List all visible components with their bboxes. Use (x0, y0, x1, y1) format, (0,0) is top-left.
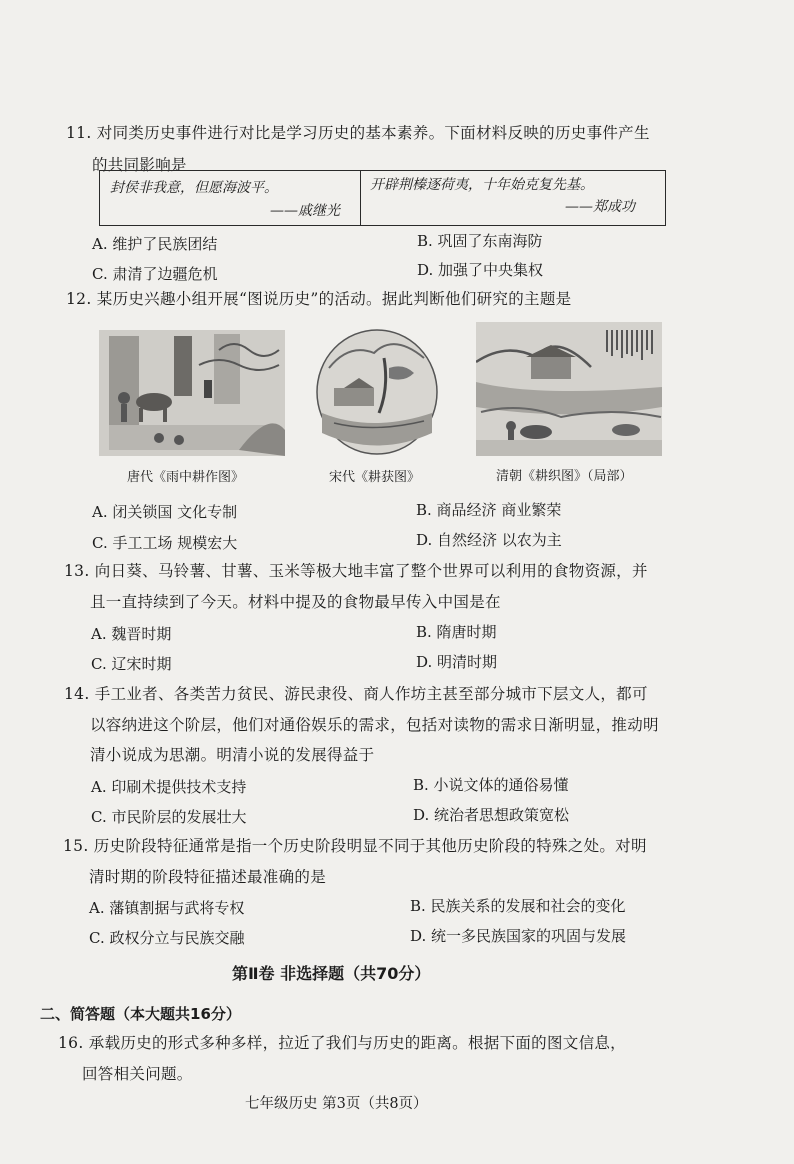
q16-stem-line1: 16. 承载历史的形式多种多样，拉近了我们与历史的距离。根据下面的图文信息， (58, 1034, 626, 1052)
q16-stem-line2: 回答相关问题。 (82, 1065, 193, 1083)
q15-option-b: B. 民族关系的发展和社会的变化 (410, 897, 626, 915)
q11-option-b: B. 巩固了东南海防 (417, 232, 543, 250)
q13-stem-line2: 且一直持续到了今天。材料中提及的食物最早传入中国是在 (90, 593, 501, 611)
q15-stem-line1: 15. 历史阶段特征通常是指一个历史阶段明显不同于其他历史阶段的特殊之处。对明 (63, 837, 647, 855)
section-2-part-heading: 二、简答题（本大题共16分） (40, 1005, 241, 1023)
q11-option-c: C. 肃清了边疆危机 (92, 265, 218, 283)
q12-option-d: D. 自然经济 以农为主 (416, 531, 562, 549)
q14-option-c: C. 市民阶层的发展壮大 (91, 808, 247, 826)
q11-option-d: D. 加强了中央集权 (417, 261, 544, 279)
qing-painting-image (476, 322, 662, 456)
q12-option-b: B. 商品经济 商业繁荣 (416, 501, 562, 519)
quote-left-text: 封侯非我意，但愿海波平。 (110, 180, 278, 196)
q14-stem-line1: 14. 手工业者、各类苦力贫民、游民隶役、商人作坊主甚至部分城市下层文人，都可 (64, 685, 648, 703)
quote-left-author: ——戚继光 (270, 203, 340, 219)
q14-option-d: D. 统治者思想政策宽松 (413, 806, 570, 824)
q14-stem-line3: 清小说成为思潮。明清小说的发展得益于 (90, 746, 375, 764)
q12-option-a: A. 闭关锁国 文化专制 (92, 503, 238, 521)
q13-option-d: D. 明清时期 (416, 653, 498, 671)
q15-option-d: D. 统一多民族国家的巩固与发展 (410, 927, 627, 945)
song-painting-image (314, 328, 440, 456)
q12-stem-line1: 12. 某历史兴趣小组开展“图说历史”的活动。据此判断他们研究的主题是 (66, 290, 572, 308)
q15-option-c: C. 政权分立与民族交融 (89, 929, 245, 947)
quote-right-author: ——郑成功 (565, 199, 635, 215)
q14-stem-line2: 以容纳进这个阶层，他们对通俗娱乐的需求，包括对读物的需求日渐明显，推动明 (90, 716, 659, 734)
quote-divider (360, 171, 361, 225)
quote-right-text: 开辟荆榛逐荷夷，十年始克复先基。 (370, 177, 594, 193)
q13-option-b: B. 隋唐时期 (416, 623, 497, 641)
q15-stem-line2: 清时期的阶段特征描述最准确的是 (89, 868, 327, 886)
q13-option-a: A. 魏晋时期 (91, 625, 172, 643)
q11-option-a: A. 维护了民族团结 (92, 235, 218, 253)
q13-stem-line1: 13. 向日葵、马铃薯、甘薯、玉米等极大地丰富了整个世界可以利用的食物资源，并 (64, 562, 648, 580)
tang-painting-image (99, 330, 285, 456)
q12-option-c: C. 手工工场 规模宏大 (92, 534, 238, 552)
q14-option-a: A. 印刷术提供技术支持 (91, 778, 247, 796)
caption-qing: 清朝《耕织图》（局部） (496, 469, 633, 484)
caption-song: 宋代《耕获图》 (329, 470, 421, 485)
q15-option-a: A. 藩镇割据与武将专权 (89, 899, 245, 917)
section-2-title: 第Ⅱ卷 非选择题（共70分） (232, 964, 431, 983)
caption-tang: 唐代《雨中耕作图》 (127, 470, 245, 485)
q11-stem-line2: 的共同影响是 (92, 156, 187, 174)
q13-option-c: C. 辽宋时期 (91, 655, 172, 673)
q11-stem-line1: 11. 对同类历史事件进行对比是学习历史的基本素养。下面材料反映的历史事件产生 (66, 124, 650, 142)
q11-quote-table (99, 170, 666, 226)
page-footer: 七年级历史 第3页（共8页） (245, 1096, 428, 1112)
q14-option-b: B. 小说文体的通俗易懂 (413, 776, 569, 794)
